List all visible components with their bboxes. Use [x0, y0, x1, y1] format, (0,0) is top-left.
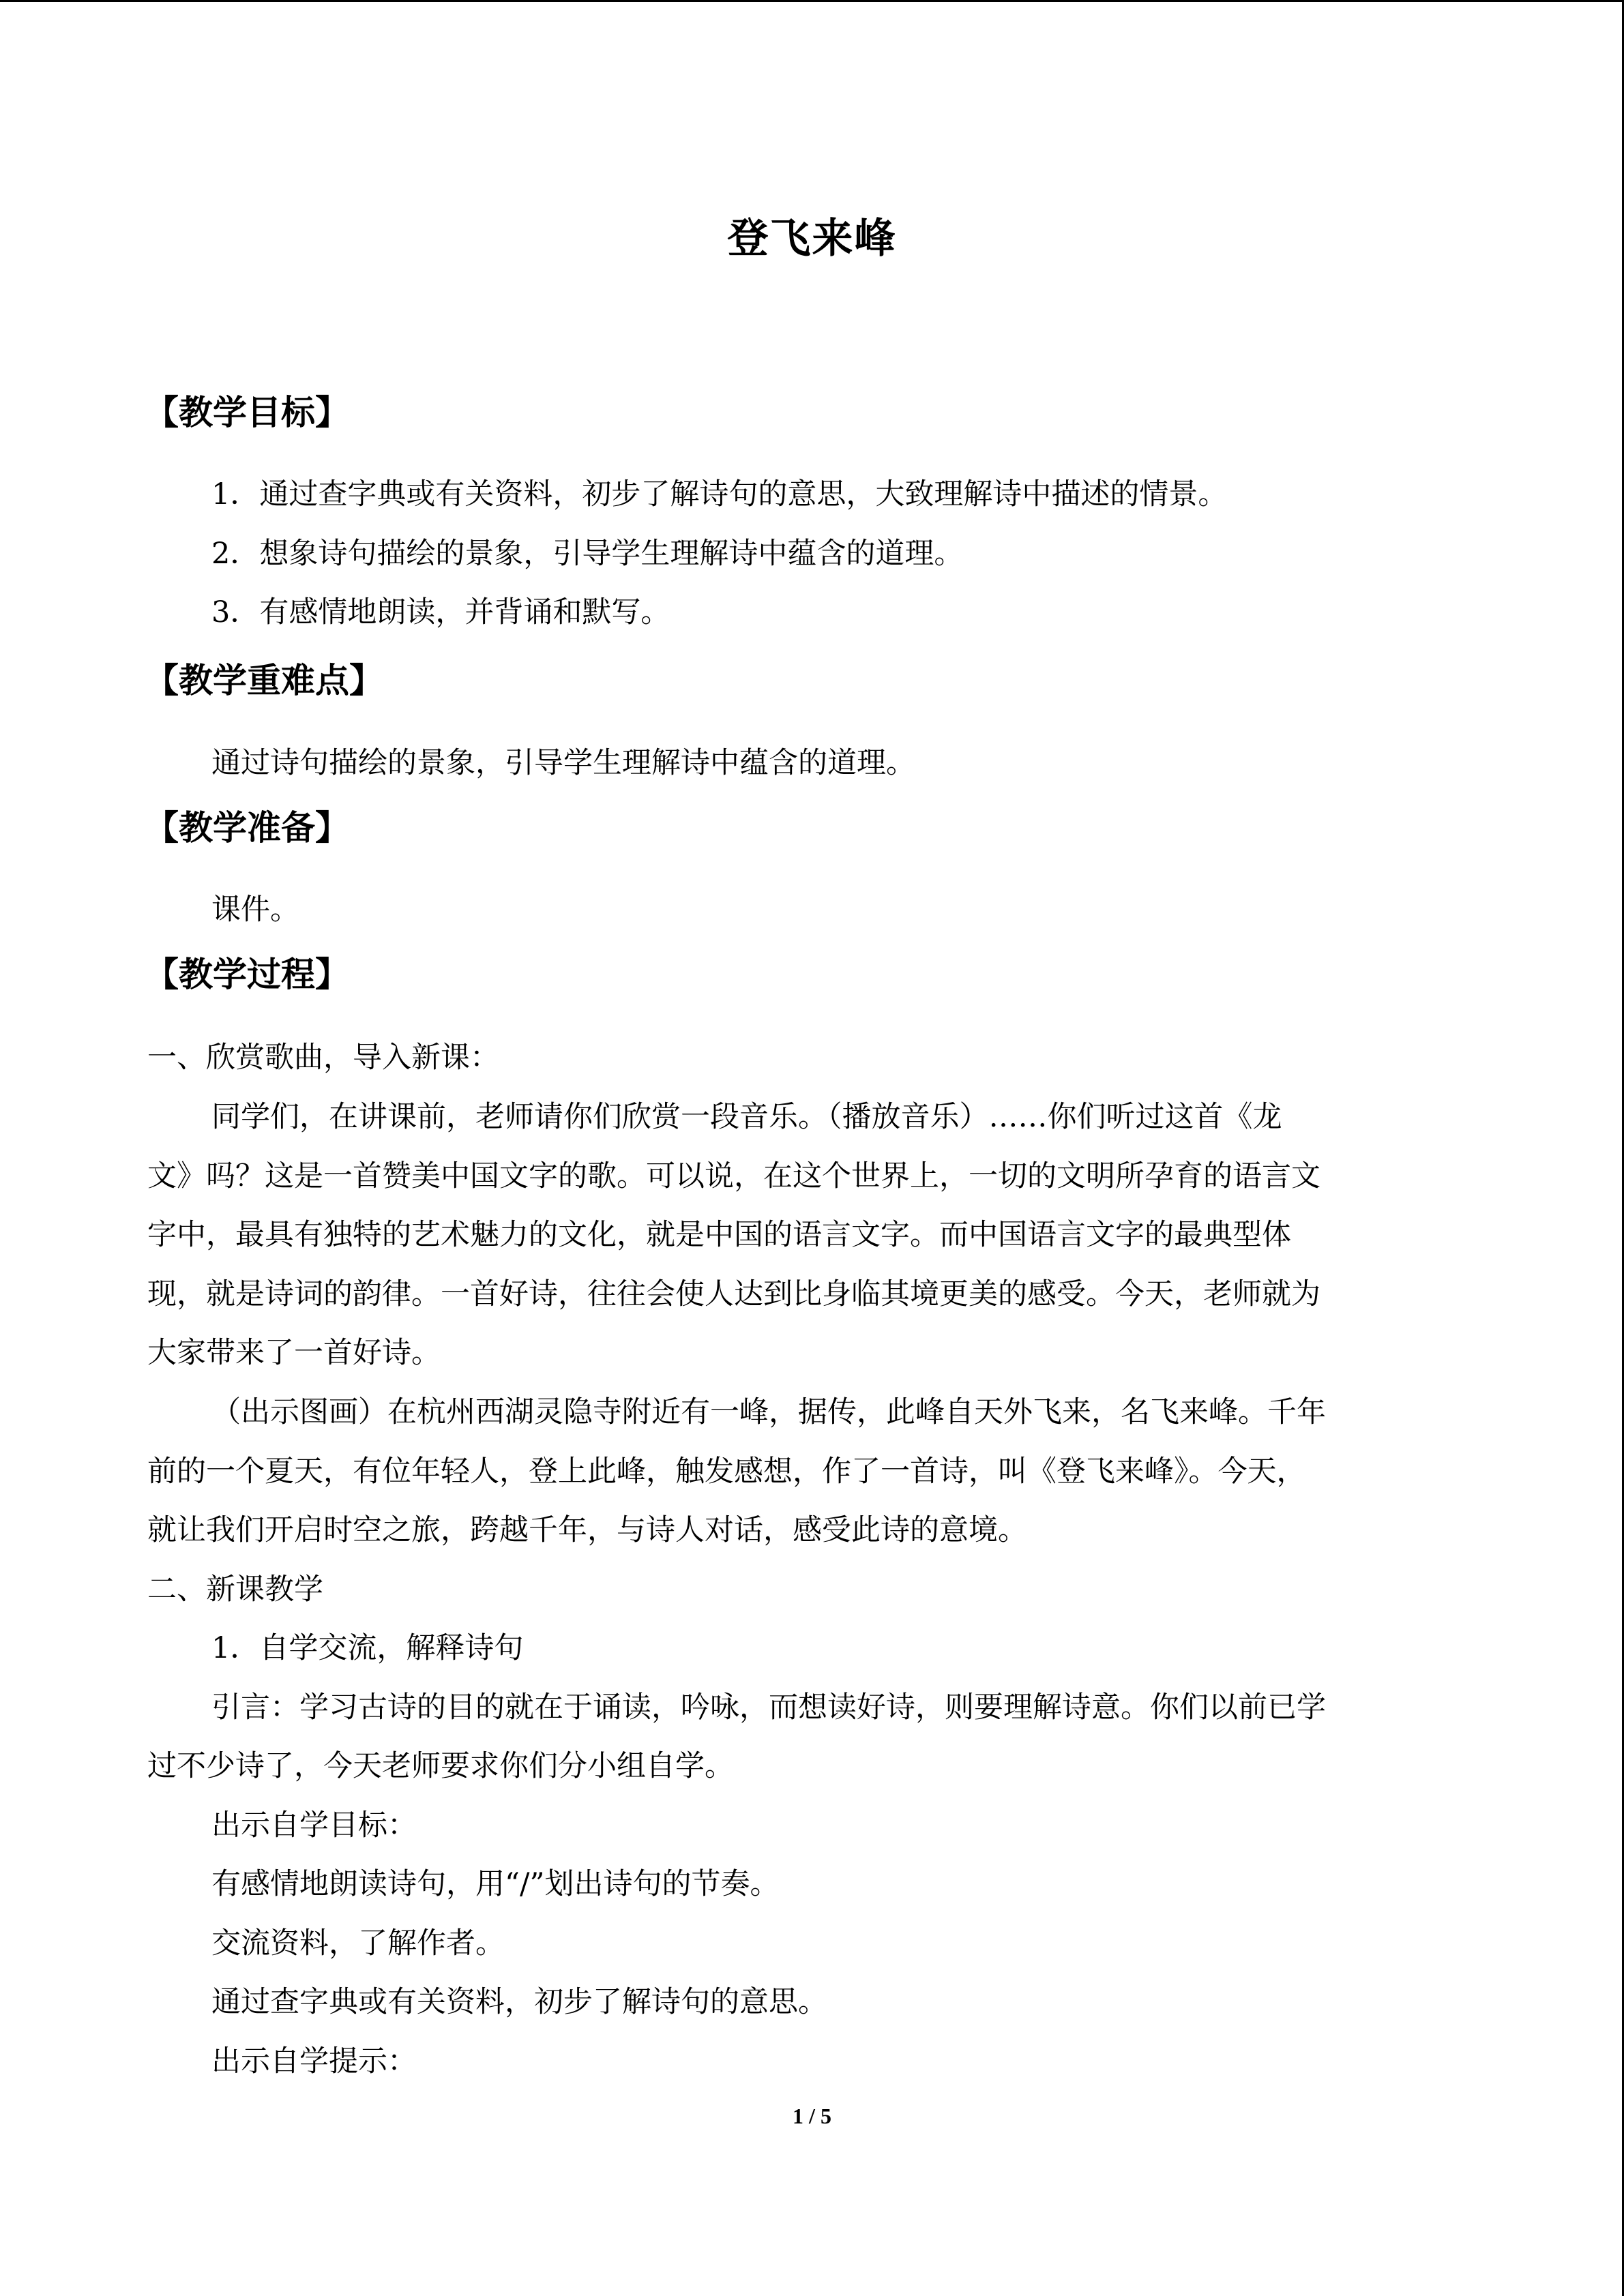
goal-item-2: 交流资料，了解作者。: [211, 1926, 505, 1960]
para1-line-5: 大家带来了一首好诗。: [147, 1336, 441, 1370]
part1-title: 一、欣赏歌曲，导入新课：: [147, 1041, 499, 1075]
objective-item-1: 1．通过查字典或有关资料，初步了解诗句的意思，大致理解诗中描述的情景。: [211, 477, 1228, 511]
preparation-heading: 【教学准备】: [145, 808, 349, 848]
self-study-goals-label: 出示自学目标：: [211, 1808, 417, 1843]
para2-line-2: 前的一个夏天，有位年轻人，登上此峰，触发感想，作了一首诗，叫《登飞来峰》。今天，: [147, 1455, 1306, 1489]
key-points-text: 通过诗句描绘的景象，引导学生理解诗中蕴含的道理。: [211, 746, 915, 780]
para1-line-1: 同学们，在讲课前，老师请你们欣赏一段音乐。（播放音乐）……你们听过这首《龙: [211, 1100, 1282, 1134]
para1-line-3: 字中，最具有独特的艺术魅力的文化，就是中国的语言文字。而中国语言文字的最典型体: [147, 1218, 1291, 1252]
self-study-tips-label: 出示自学提示：: [211, 2044, 417, 2078]
process-heading: 【教学过程】: [145, 955, 349, 994]
para2-line-3: 就让我们开启时空之旅，跨越千年，与诗人对话，感受此诗的意境。: [147, 1513, 1027, 1547]
objective-item-2: 2．想象诗句描绘的景象，引导学生理解诗中蕴含的道理。: [211, 537, 964, 571]
para2-line-1: （出示图画）在杭州西湖灵隐寺附近有一峰，据传，此峰自天外飞来，名飞来峰。千年: [211, 1395, 1326, 1429]
document-title: 登飞来峰: [727, 215, 897, 263]
para1-line-4: 现，就是诗词的韵律。一首好诗，往往会使人达到比身临其境更美的感受。今天，老师就为: [147, 1277, 1320, 1311]
page-number: 1 / 5: [793, 2104, 831, 2128]
para3-line-2: 过不少诗了，今天老师要求你们分小组自学。: [147, 1749, 734, 1783]
objectives-heading: 【教学目标】: [145, 393, 349, 432]
para3-line-1: 引言：学习古诗的目的就在于诵读，吟咏，而想读好诗，则要理解诗意。你们以前已学: [211, 1690, 1326, 1725]
step1-title: 1．自学交流，解释诗句: [211, 1631, 524, 1665]
key-points-heading: 【教学重难点】: [145, 661, 383, 700]
goal-item-1: 有感情地朗读诗句，用“/”划出诗句的节奏。: [211, 1867, 780, 1901]
page-top-border: [0, 0, 1624, 2]
para1-line-2: 文》吗？这是一首赞美中国文字的歌。可以说，在这个世界上，一切的文明所孕育的语言文: [147, 1159, 1320, 1193]
objective-item-3: 3．有感情地朗读，并背诵和默写。: [211, 595, 670, 629]
preparation-text: 课件。: [211, 893, 299, 927]
part2-title: 二、新课教学: [147, 1572, 323, 1607]
goal-item-3: 通过查字典或有关资料，初步了解诗句的意思。: [211, 1985, 827, 2019]
